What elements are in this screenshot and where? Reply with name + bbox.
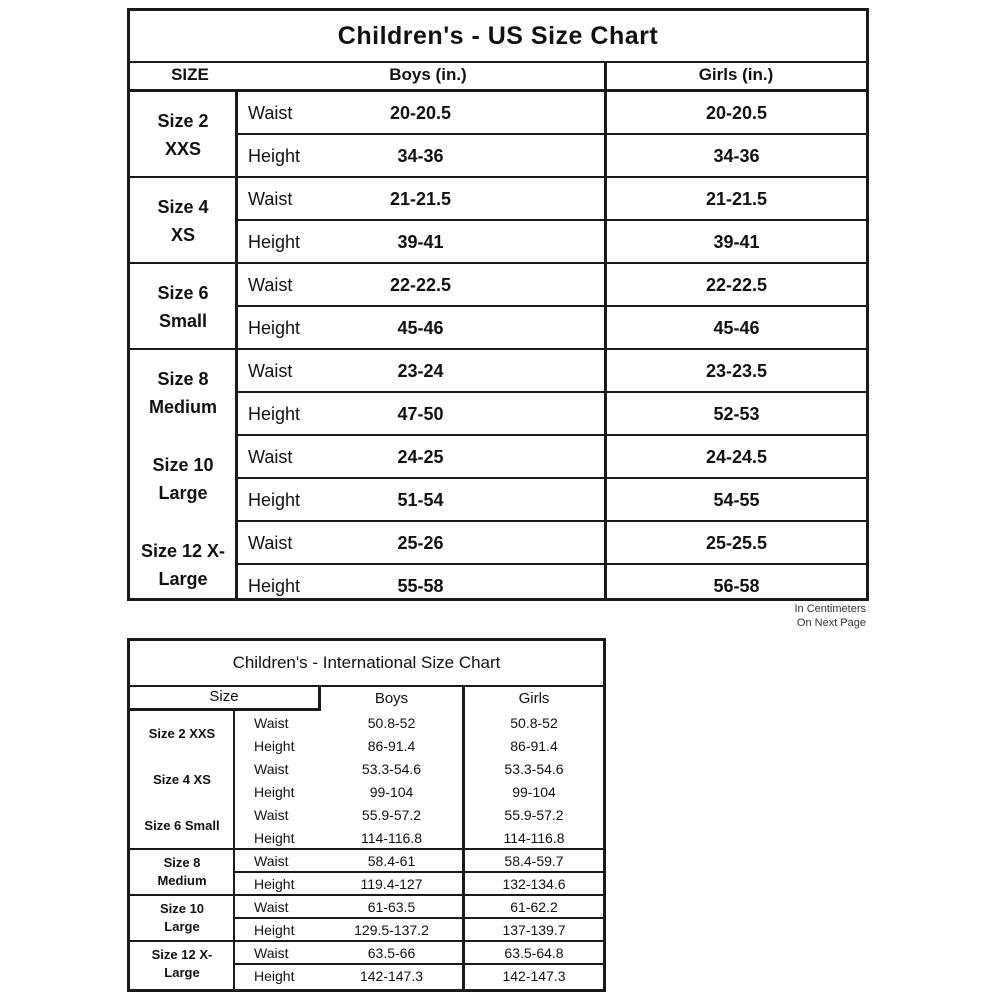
girls-waist-value: 25-25.5 — [705, 532, 768, 553]
height-label: Height — [248, 575, 301, 596]
waist-label: Waist — [248, 274, 293, 295]
intl-girls-waist-value: 61-62.2 — [510, 898, 558, 915]
intl-header-girls: Girls — [518, 689, 550, 707]
header-girls: Girls (in.) — [698, 65, 774, 84]
intl-boys-height-value: 129.5-137.2 — [354, 921, 429, 938]
intl-height-label: Height — [254, 967, 295, 984]
intl-row-divider — [235, 917, 603, 919]
boys-height-value: 55-58 — [397, 575, 444, 596]
intl-height-label: Height — [254, 737, 295, 754]
us-chart-header — [130, 61, 866, 92]
intl-boys-waist-value: 61-63.5 — [367, 898, 416, 915]
intl-girls-height-value: 137-139.7 — [502, 921, 566, 938]
intl-height-label: Height — [254, 783, 295, 800]
intl-header-size: Size — [130, 685, 321, 711]
girls-height-value: 34-36 — [713, 145, 760, 166]
waist-label: Waist — [248, 360, 293, 381]
girls-height-value: 56-58 — [713, 575, 760, 596]
waist-label: Waist — [248, 446, 293, 467]
boys-height-value: 39-41 — [397, 231, 444, 252]
us-size-chart — [127, 8, 869, 601]
intl-girls-waist-value: 50.8-52 — [510, 714, 558, 731]
intl-girls-height-value: 99-104 — [512, 783, 556, 800]
us-chart-body — [130, 92, 866, 598]
size-label: Size 2 XXS — [157, 111, 209, 159]
intl-girls-height-value: 142-147.3 — [502, 967, 566, 984]
intl-girls-waist-value: 63.5-64.8 — [504, 944, 564, 961]
boys-girls-divider — [604, 92, 607, 598]
girls-waist-value: 21-21.5 — [705, 188, 768, 209]
intl-boys-height-value: 114-116.8 — [361, 829, 422, 846]
size-label: Size 4 XS — [157, 197, 209, 245]
intl-waist-label: Waist — [254, 714, 289, 731]
waist-label: Waist — [248, 532, 293, 553]
intl-girls-waist-value: 58.4-59.7 — [504, 852, 564, 869]
intl-boys-height-value: 142-147.3 — [359, 967, 424, 984]
girls-waist-value: 23-23.5 — [705, 360, 768, 381]
intl-waist-label: Waist — [254, 852, 289, 869]
girls-waist-value: 24-24.5 — [705, 446, 768, 467]
size-label: Size 6 Small — [157, 283, 209, 331]
height-label: Height — [248, 317, 301, 338]
intl-waist-label: Waist — [254, 898, 289, 915]
boys-waist-value: 23-24 — [397, 360, 444, 381]
boys-waist-value: 24-25 — [397, 446, 444, 467]
girls-height-value: 45-46 — [713, 317, 760, 338]
height-label: Height — [248, 231, 301, 252]
intl-waist-label: Waist — [254, 760, 289, 777]
intl-size-chart — [127, 638, 606, 992]
girls-height-value: 39-41 — [713, 231, 760, 252]
height-label: Height — [248, 489, 301, 510]
boys-waist-value: 22-22.5 — [389, 274, 452, 295]
intl-waist-label: Waist — [254, 944, 289, 961]
intl-girls-height-value: 86-91.4 — [510, 737, 558, 754]
boys-waist-value: 25-26 — [397, 532, 444, 553]
waist-label: Waist — [248, 102, 293, 123]
size-column-divider — [235, 92, 237, 598]
girls-waist-value: 22-22.5 — [705, 274, 768, 295]
intl-row-divider — [235, 963, 603, 965]
header-boys: Boys (in.) — [389, 65, 467, 84]
boys-height-value: 47-50 — [397, 403, 444, 424]
girls-waist-value: 20-20.5 — [705, 102, 768, 123]
girls-height-value: 54-55 — [713, 489, 760, 510]
intl-girls-height-value: 132-134.6 — [502, 875, 566, 892]
size-label: Size 10 Large — [152, 455, 214, 503]
intl-boys-height-value: 119.4-127 — [360, 875, 423, 892]
intl-boys-waist-value: 53.3-54.6 — [361, 760, 422, 777]
intl-size-label: Size 6 Small — [144, 818, 220, 833]
intl-boys-height-value: 99-104 — [369, 783, 414, 800]
intl-girls-height-value: 114-116.8 — [503, 829, 565, 846]
measure-column-edge — [237, 92, 238, 598]
header-size: SIZE — [171, 65, 209, 84]
intl-boys-height-value: 86-91.4 — [367, 737, 416, 754]
intl-header-boys: Boys — [374, 689, 409, 707]
intl-size-label: Size 2 XXS — [148, 726, 216, 741]
intl-boys-waist-value: 58.4-61 — [367, 852, 416, 869]
intl-girls-waist-value: 55.9-57.2 — [504, 806, 564, 823]
intl-height-label: Height — [254, 921, 295, 938]
intl-girls-waist-value: 53.3-54.6 — [504, 760, 564, 777]
boys-height-value: 45-46 — [397, 317, 444, 338]
intl-size-label: Size 8 Medium — [157, 855, 207, 888]
header-divider — [604, 61, 607, 92]
boys-height-value: 51-54 — [397, 489, 444, 510]
intl-waist-label: Waist — [254, 806, 289, 823]
intl-chart-title: Children's - International Size Chart — [130, 641, 603, 687]
intl-height-label: Height — [254, 829, 295, 846]
intl-size-label: Size 10 Large — [159, 901, 205, 934]
boys-waist-value: 21-21.5 — [389, 188, 452, 209]
intl-row-divider — [235, 871, 603, 873]
size-label: Size 8 Medium — [148, 369, 217, 417]
height-label: Height — [248, 403, 301, 424]
intl-group-divider — [130, 848, 603, 850]
us-chart-title: Children's - US Size Chart — [130, 11, 866, 63]
size-label: Size 12 X- Large — [140, 541, 226, 589]
intl-boys-waist-value: 50.8-52 — [367, 714, 416, 731]
intl-size-column-divider — [233, 711, 235, 989]
intl-boys-waist-value: 63.5-66 — [367, 944, 416, 961]
intl-height-label: Height — [254, 875, 295, 892]
cm-note: In Centimeters On Next Page — [794, 603, 866, 629]
girls-height-value: 52-53 — [713, 403, 760, 424]
intl-size-label: Size 12 X- Large — [151, 947, 213, 980]
boys-height-value: 34-36 — [397, 145, 444, 166]
boys-waist-value: 20-20.5 — [389, 102, 452, 123]
height-label: Height — [248, 145, 301, 166]
waist-label: Waist — [248, 188, 293, 209]
intl-size-label: Size 4 XS — [153, 772, 211, 787]
intl-boys-waist-value: 55.9-57.2 — [361, 806, 422, 823]
